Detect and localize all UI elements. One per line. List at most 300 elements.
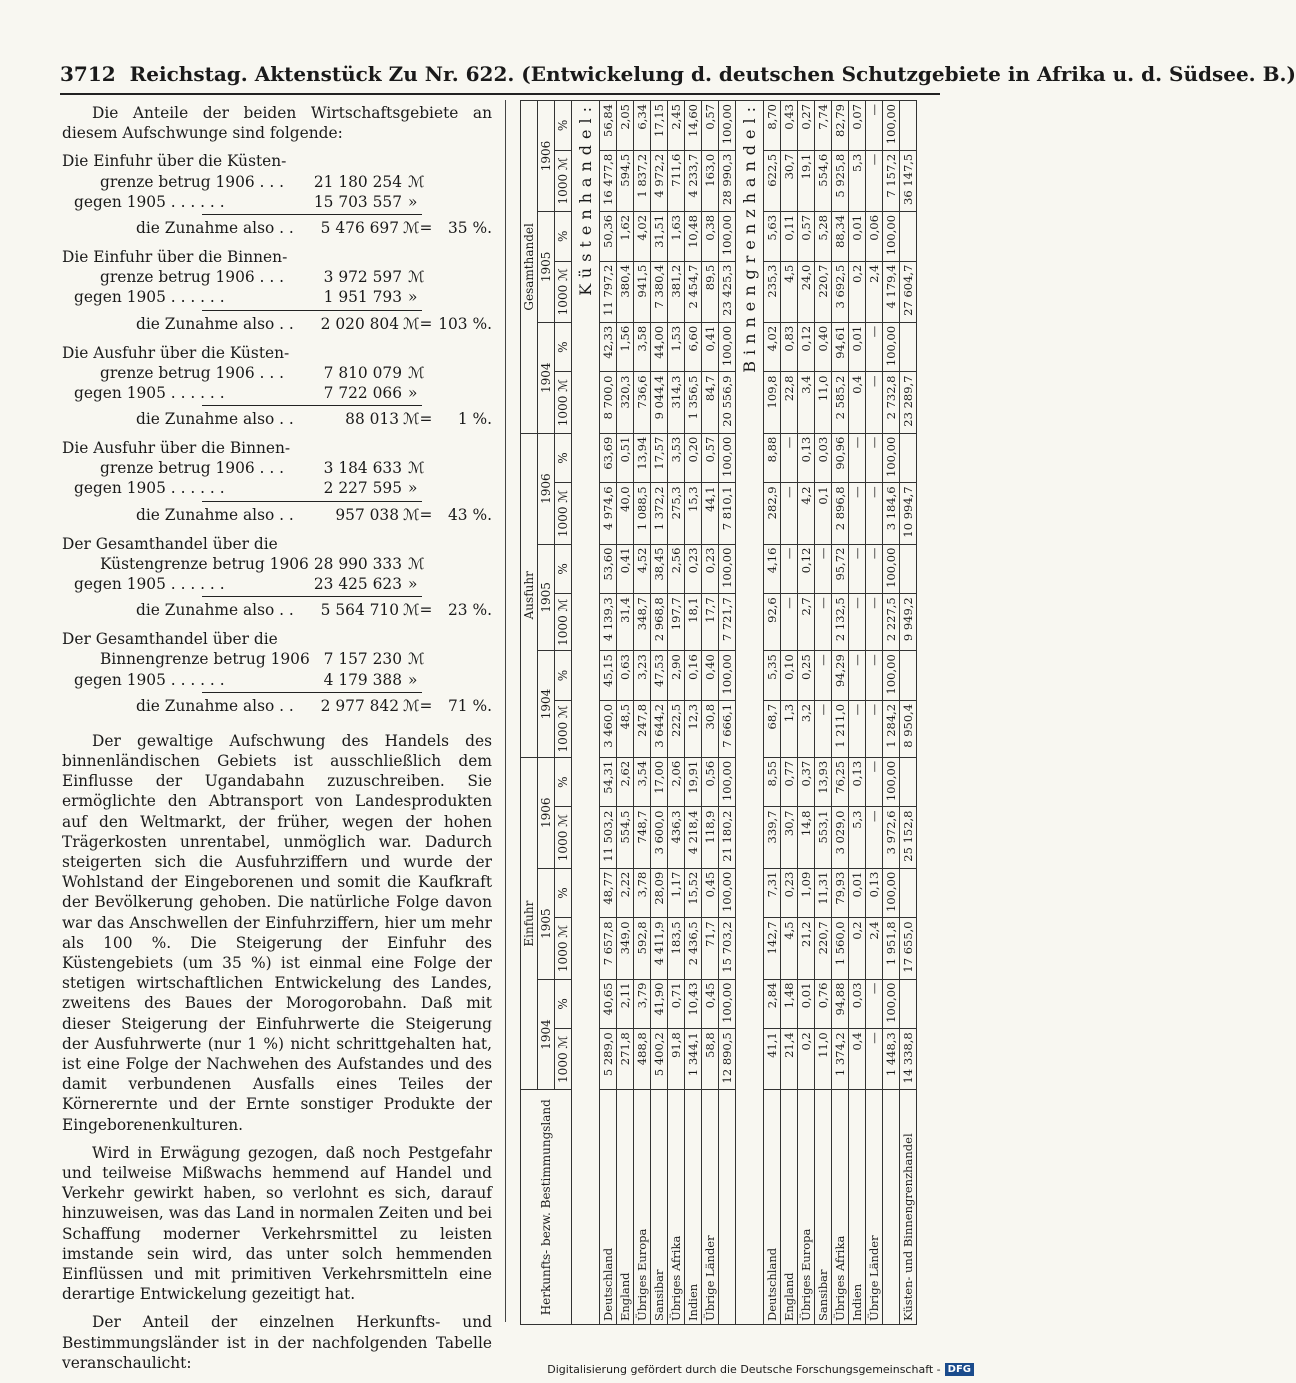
table-cell: 7 657,8 <box>600 918 617 979</box>
table-cell: 14,8 <box>798 807 815 868</box>
section-title: Binnengrenzhandel: <box>736 101 764 1325</box>
table-cell: 163,0 <box>702 150 719 211</box>
section-row <box>736 101 764 1325</box>
table-cell: 45,15 <box>600 651 617 701</box>
year-header: 1904 <box>538 322 555 433</box>
equals-sign: = <box>419 601 433 620</box>
table-cell: 1 356,5 <box>685 372 702 433</box>
table-cell <box>900 757 917 807</box>
increase-value: 5 476 697 <box>320 218 400 237</box>
table-cell: 30,8 <box>702 700 719 757</box>
table-cell: 100,00 <box>883 322 900 372</box>
sum-rule <box>202 310 422 311</box>
table-cell: 16 477,8 <box>600 150 617 211</box>
table-cell: 1 344,1 <box>685 1029 702 1090</box>
table-cell: — <box>866 807 883 868</box>
label-1906: Küstengrenze betrug 1906 <box>100 554 309 573</box>
increase-mark <box>399 217 437 239</box>
line-1905 <box>62 287 492 307</box>
table-cell: 3 600,0 <box>651 807 668 868</box>
line-1906 <box>62 649 492 669</box>
table-cell: 18,1 <box>685 594 702 651</box>
table-cell: 0,13 <box>866 868 883 918</box>
table-cell: 4,2 <box>798 483 815 544</box>
table-cell: 0,4 <box>849 372 866 433</box>
table-cell: 1,09 <box>798 868 815 918</box>
trade-table <box>520 100 917 1325</box>
table-cell: 22,8 <box>781 372 798 433</box>
table-cell: 0,57 <box>702 433 719 483</box>
table-cell: 27 604,7 <box>900 261 917 322</box>
increase-percent: 23 %. <box>448 601 493 620</box>
table-cell: 19,91 <box>685 757 702 807</box>
table-cell: 36 147,5 <box>900 150 917 211</box>
label-1906: grenze betrug 1906 . . . <box>100 268 285 287</box>
table-cell: 41,1 <box>764 1029 781 1090</box>
table-row <box>600 101 617 1325</box>
total-label <box>719 1090 736 1325</box>
page-header <box>60 62 1296 86</box>
table-cell: 23 289,7 <box>900 372 917 433</box>
mark-symbol: ℳ <box>408 554 425 573</box>
table-cell: 2,05 <box>617 101 634 151</box>
table-cell: 14 338,8 <box>900 1029 917 1090</box>
table-cell: 0,63 <box>617 651 634 701</box>
table-cell: 314,3 <box>668 372 685 433</box>
table-cell: 3,4 <box>798 372 815 433</box>
unit-header-value: 1000 ℳ <box>555 372 572 433</box>
table-cell: — <box>866 979 883 1029</box>
table-cell: 4,5 <box>781 918 798 979</box>
mark-symbol: ℳ <box>403 218 420 237</box>
table-cell: 41,90 <box>651 979 668 1029</box>
table-cell <box>900 979 917 1029</box>
table-cell: 0,40 <box>702 651 719 701</box>
section-title: Küstenhandel: <box>572 101 600 1325</box>
value-1906: 7 810 079 <box>323 363 402 382</box>
value-1906: 7 157 230 <box>323 650 402 669</box>
block-title-line: Der Gesamthandel über die <box>62 630 278 649</box>
country-label: Deutschland <box>600 1090 617 1325</box>
table-cell: 48,77 <box>600 868 617 918</box>
table-cell: 56,84 <box>600 101 617 151</box>
table-cell: 3,58 <box>634 322 651 372</box>
country-label: Übriges Europa <box>798 1090 815 1325</box>
left-column <box>62 103 492 1373</box>
table-body <box>572 101 917 1325</box>
table-cell: — <box>815 594 832 651</box>
table-cell: 94,88 <box>832 979 849 1029</box>
table-cell: 1 374,2 <box>832 1029 849 1090</box>
table-cell: 0,23 <box>685 544 702 594</box>
table-cell: 1,48 <box>781 979 798 1029</box>
value-1905: 7 722 066 <box>323 383 402 402</box>
paragraph-erwaegung: Wird in Erwägung gezogen, daß noch Pestgefahr und teilweise Mißwachs hemmend auf Handel und Verkehr gewirkt haben, so verlohnt es sich, darauf hinzuweisen, was das Land in normalen Zeiten und bei Schaffung moderner Verkehrsmittel zu leisten imstande sein wird, das unter solch hemmenden Einflüssen und mit primitiven Verkehrsmitteln eine derartige Entwickelung gezeitigt hat. <box>62 1143 492 1304</box>
sum-rule <box>202 405 422 406</box>
table-cell: 11 503,2 <box>600 807 617 868</box>
table-row <box>866 101 883 1325</box>
table-cell: — <box>866 1029 883 1090</box>
table-cell: 0,12 <box>798 322 815 372</box>
unit-header-value: 1000 ℳ <box>555 807 572 868</box>
table-cell: 17,57 <box>651 433 668 483</box>
table-cell: 17,7 <box>702 594 719 651</box>
table-cell: 17 655,0 <box>900 918 917 979</box>
table-cell: 5 925,8 <box>832 150 849 211</box>
table-cell: 2,4 <box>866 261 883 322</box>
table-row <box>764 101 781 1325</box>
table-cell: 4,02 <box>634 211 651 261</box>
table-cell: 58,8 <box>702 1029 719 1090</box>
table-cell: 381,2 <box>668 261 685 322</box>
value-1906: 28 990 333 <box>313 554 402 573</box>
value-1905: 4 179 388 <box>323 670 402 689</box>
table-cell: 88,34 <box>832 211 849 261</box>
table-cell: 5,3 <box>849 150 866 211</box>
table-cell: 100,00 <box>883 433 900 483</box>
table-cell: 3,23 <box>634 651 651 701</box>
header-rule <box>60 93 940 95</box>
increase-value: 2 977 842 <box>320 696 400 715</box>
table-cell: 0,01 <box>798 979 815 1029</box>
table-cell: 7 666,1 <box>719 700 736 757</box>
table-cell: 30,7 <box>781 150 798 211</box>
table-cell: 3 029,0 <box>832 807 849 868</box>
sum-rule <box>202 214 422 215</box>
increase-percent: 103 %. <box>438 314 493 333</box>
increase-label: die Zunahme also . . <box>136 410 294 429</box>
table-cell: 380,4 <box>617 261 634 322</box>
combined-row <box>900 101 917 1325</box>
table-cell: 0,4 <box>849 1029 866 1090</box>
table-cell: 1 560,0 <box>832 918 849 979</box>
year-header: 1906 <box>538 101 555 212</box>
increase-line <box>62 695 492 717</box>
table-cell: 4 974,6 <box>600 483 617 544</box>
table-cell: 0,56 <box>702 757 719 807</box>
table-cell: 348,7 <box>634 594 651 651</box>
unit-header-value: 1000 ℳ <box>555 918 572 979</box>
table-cell: 2 896,8 <box>832 483 849 544</box>
mark-symbol: ℳ <box>403 314 420 333</box>
table-cell: — <box>849 433 866 483</box>
table-cell: 7 810,1 <box>719 483 736 544</box>
sum-rule <box>202 596 422 597</box>
table-cell <box>900 544 917 594</box>
increase-label: die Zunahme also . . <box>136 505 294 524</box>
table-cell: 271,8 <box>617 1029 634 1090</box>
table-cell: 94,61 <box>832 322 849 372</box>
table-cell: 68,7 <box>764 700 781 757</box>
line-1905 <box>62 574 492 594</box>
growth-block <box>62 534 492 622</box>
table-cell: 220,7 <box>815 918 832 979</box>
increase-line <box>62 217 492 239</box>
table-cell: 339,7 <box>764 807 781 868</box>
table-cell: 4,16 <box>764 544 781 594</box>
header-country: Herkunfts- bezw. Bestimmungsland <box>521 1090 572 1325</box>
table-cell: — <box>849 544 866 594</box>
growth-block <box>62 151 492 239</box>
block-title-line: Der Gesamthandel über die <box>62 534 278 553</box>
mark-symbol: ℳ <box>403 505 420 524</box>
table-cell: 622,5 <box>764 150 781 211</box>
table-cell: 109,8 <box>764 372 781 433</box>
increase-value: 957 038 <box>335 505 400 524</box>
increase-mark <box>399 695 437 717</box>
table-cell: 5,35 <box>764 651 781 701</box>
table-cell: 42,33 <box>600 322 617 372</box>
table-cell: 488,8 <box>634 1029 651 1090</box>
table-cell: 10,48 <box>685 211 702 261</box>
year-header: 1906 <box>538 757 555 868</box>
table-cell: 21,2 <box>798 918 815 979</box>
growth-block <box>62 343 492 431</box>
table-cell: 4 179,4 <box>883 261 900 322</box>
table-cell: 100,00 <box>719 433 736 483</box>
table-cell: 15,52 <box>685 868 702 918</box>
table-cell: 90,96 <box>832 433 849 483</box>
table-cell: 3,2 <box>798 700 815 757</box>
table-cell: — <box>866 594 883 651</box>
mark-symbol: ℳ <box>408 268 425 287</box>
table-cell: 5 400,2 <box>651 1029 668 1090</box>
country-label: England <box>781 1090 798 1325</box>
table-cell: 53,60 <box>600 544 617 594</box>
total-row <box>719 101 736 1325</box>
table-cell: — <box>866 150 883 211</box>
table-cell: 118,9 <box>702 807 719 868</box>
ditto-mark: » <box>408 192 418 211</box>
table-cell: — <box>866 372 883 433</box>
table-cell: 92,6 <box>764 594 781 651</box>
table-cell: 235,3 <box>764 261 781 322</box>
equals-sign: = <box>419 218 433 237</box>
increase-percent: 43 %. <box>448 505 493 524</box>
table-cell: 0,03 <box>849 979 866 1029</box>
country-label: Übriges Europa <box>634 1090 651 1325</box>
table-row <box>634 101 651 1325</box>
table-cell: 7,74 <box>815 101 832 151</box>
block-title-line: Die Einfuhr über die Binnen- <box>62 247 288 266</box>
country-label: Übriges Afrika <box>668 1090 685 1325</box>
table-cell: 4 218,4 <box>685 807 702 868</box>
table-row <box>702 101 719 1325</box>
block-title-line: Die Einfuhr über die Küsten- <box>62 152 287 171</box>
table-cell: 0,16 <box>685 651 702 701</box>
table-cell: 10 994,7 <box>900 483 917 544</box>
table-cell: 28,09 <box>651 868 668 918</box>
table-cell: 2,11 <box>617 979 634 1029</box>
increase-line <box>62 599 492 621</box>
value-1906: 3 184 633 <box>323 459 402 478</box>
table-cell: 2 968,8 <box>651 594 668 651</box>
table-cell: 3 184,6 <box>883 483 900 544</box>
table-cell: 6,34 <box>634 101 651 151</box>
table-cell: 2 227,5 <box>883 594 900 651</box>
table-cell: 4 972,2 <box>651 150 668 211</box>
table-cell: 1 284,2 <box>883 700 900 757</box>
table-cell: 1 837,2 <box>634 150 651 211</box>
increase-mark <box>399 599 437 621</box>
mark-symbol: ℳ <box>403 410 420 429</box>
table-cell: 8 950,4 <box>900 700 917 757</box>
sum-rule <box>202 501 422 502</box>
table-cell: 1,17 <box>668 868 685 918</box>
country-label: Übrige Länder <box>866 1090 883 1325</box>
increase-mark <box>399 504 437 526</box>
table-cell: 0,51 <box>617 433 634 483</box>
unit-header-percent: % <box>555 544 572 594</box>
paragraph-anteil: Der Anteil der einzelnen Herkunfts- und Bestimmungsländer ist in der nachfolgenden Tabelle veranschaulicht: <box>62 1313 492 1372</box>
country-label: Indien <box>849 1090 866 1325</box>
table-cell: 0,23 <box>702 544 719 594</box>
country-label: Übrige Länder <box>702 1090 719 1325</box>
unit-header-value: 1000 ℳ <box>555 261 572 322</box>
table-cell: 17,15 <box>651 101 668 151</box>
table-cell: 2,90 <box>668 651 685 701</box>
line-1905 <box>62 192 492 212</box>
table-cell: — <box>866 544 883 594</box>
table-cell: 50,36 <box>600 211 617 261</box>
table-cell: — <box>781 433 798 483</box>
unit-header-value: 1000 ℳ <box>555 1029 572 1090</box>
table-cell: 8,88 <box>764 433 781 483</box>
table-cell: 11,31 <box>815 868 832 918</box>
table-cell: 3 460,0 <box>600 700 617 757</box>
mark-symbol: ℳ <box>408 363 425 382</box>
increase-value: 5 564 710 <box>320 601 400 620</box>
label-1905: gegen 1905 . . . . . . <box>74 670 225 689</box>
growth-block <box>62 438 492 526</box>
table-cell: 0,83 <box>781 322 798 372</box>
table-cell: 40,65 <box>600 979 617 1029</box>
table-cell: 100,00 <box>883 211 900 261</box>
table-cell: — <box>849 700 866 757</box>
line-1906 <box>62 363 492 383</box>
line-1906 <box>62 267 492 287</box>
equals-sign: = <box>419 696 433 715</box>
table-cell: 436,3 <box>668 807 685 868</box>
label-1906: grenze betrug 1906 . . . <box>100 172 285 191</box>
table-cell: 100,00 <box>883 979 900 1029</box>
table-cell: — <box>815 651 832 701</box>
page-number: 3712 <box>60 62 116 86</box>
table-cell: — <box>866 322 883 372</box>
block-title-line: Die Ausfuhr über die Binnen- <box>62 439 291 458</box>
mark-symbol: ℳ <box>408 172 425 191</box>
table-cell: 0,57 <box>702 101 719 151</box>
table-cell: 8 700,0 <box>600 372 617 433</box>
table-cell: 0,06 <box>866 211 883 261</box>
footer <box>547 1363 974 1376</box>
table-cell: 24,0 <box>798 261 815 322</box>
table-cell: 11,0 <box>815 1029 832 1090</box>
table-cell: — <box>866 651 883 701</box>
table-cell: 79,93 <box>832 868 849 918</box>
growth-block <box>62 247 492 335</box>
unit-header-percent: % <box>555 868 572 918</box>
table-cell: 554,5 <box>617 807 634 868</box>
table-cell: 3 644,2 <box>651 700 668 757</box>
table-cell: 4,52 <box>634 544 651 594</box>
table-cell: 0,25 <box>798 651 815 701</box>
country-label: Deutschland <box>764 1090 781 1325</box>
table-cell: 100,00 <box>719 979 736 1029</box>
value-1905: 2 227 595 <box>323 479 402 498</box>
table-cell: 0,45 <box>702 868 719 918</box>
country-label: Übriges Afrika <box>832 1090 849 1325</box>
growth-block <box>62 629 492 717</box>
table-cell: 38,45 <box>651 544 668 594</box>
table-cell: 15,3 <box>685 483 702 544</box>
ditto-mark: » <box>408 383 418 402</box>
unit-header-percent: % <box>555 101 572 151</box>
table-cell: 2,4 <box>866 918 883 979</box>
table-cell: 4,5 <box>781 261 798 322</box>
ditto-mark: » <box>408 479 418 498</box>
table-cell: 100,00 <box>719 101 736 151</box>
table-cell: 1 372,2 <box>651 483 668 544</box>
table-cell: 592,8 <box>634 918 651 979</box>
dfg-logo: DFG <box>945 1363 974 1376</box>
increase-line <box>62 313 492 335</box>
table-row <box>685 101 702 1325</box>
table-cell: 9 044,4 <box>651 372 668 433</box>
table-cell: 711,6 <box>668 150 685 211</box>
table-cell: 0,2 <box>849 261 866 322</box>
table-cell: — <box>815 700 832 757</box>
table-cell: 11 797,2 <box>600 261 617 322</box>
unit-header-percent: % <box>555 433 572 483</box>
table-cell: 0,57 <box>798 211 815 261</box>
value-1905: 23 425 623 <box>313 575 402 594</box>
group-header: Ausfuhr <box>521 433 538 757</box>
ditto-mark: » <box>408 670 418 689</box>
table-cell: 2,56 <box>668 544 685 594</box>
column-divider <box>505 100 506 1322</box>
table-cell: — <box>866 700 883 757</box>
table-cell: 95,72 <box>832 544 849 594</box>
table-cell: 3 972,6 <box>883 807 900 868</box>
table-cell: — <box>781 544 798 594</box>
table-row <box>815 101 832 1325</box>
table-cell: 0,2 <box>849 918 866 979</box>
combined-label: Küsten- und Binnengrenzhandel <box>900 1090 917 1325</box>
unit-header-percent: % <box>555 979 572 1029</box>
table-cell: 4 233,7 <box>685 150 702 211</box>
unit-header-value: 1000 ℳ <box>555 150 572 211</box>
table-cell: 3 692,5 <box>832 261 849 322</box>
mark-symbol: ℳ <box>408 650 425 669</box>
value-1905: 1 951 793 <box>323 288 402 307</box>
label-1906: grenze betrug 1906 . . . <box>100 363 285 382</box>
table-cell: 5,63 <box>764 211 781 261</box>
line-1905 <box>62 670 492 690</box>
table-cell: 13,93 <box>815 757 832 807</box>
table-cell: 2,06 <box>668 757 685 807</box>
table-cell: 10,43 <box>685 979 702 1029</box>
table-cell: 100,00 <box>883 868 900 918</box>
table-cell: 5,28 <box>815 211 832 261</box>
label-1905: gegen 1905 . . . . . . <box>74 192 225 211</box>
table-cell: 14,60 <box>685 101 702 151</box>
table-cell: 63,69 <box>600 433 617 483</box>
table-cell: 0,13 <box>849 757 866 807</box>
ditto-mark: » <box>408 288 418 307</box>
table-cell <box>900 322 917 372</box>
table-cell: 7 721,7 <box>719 594 736 651</box>
